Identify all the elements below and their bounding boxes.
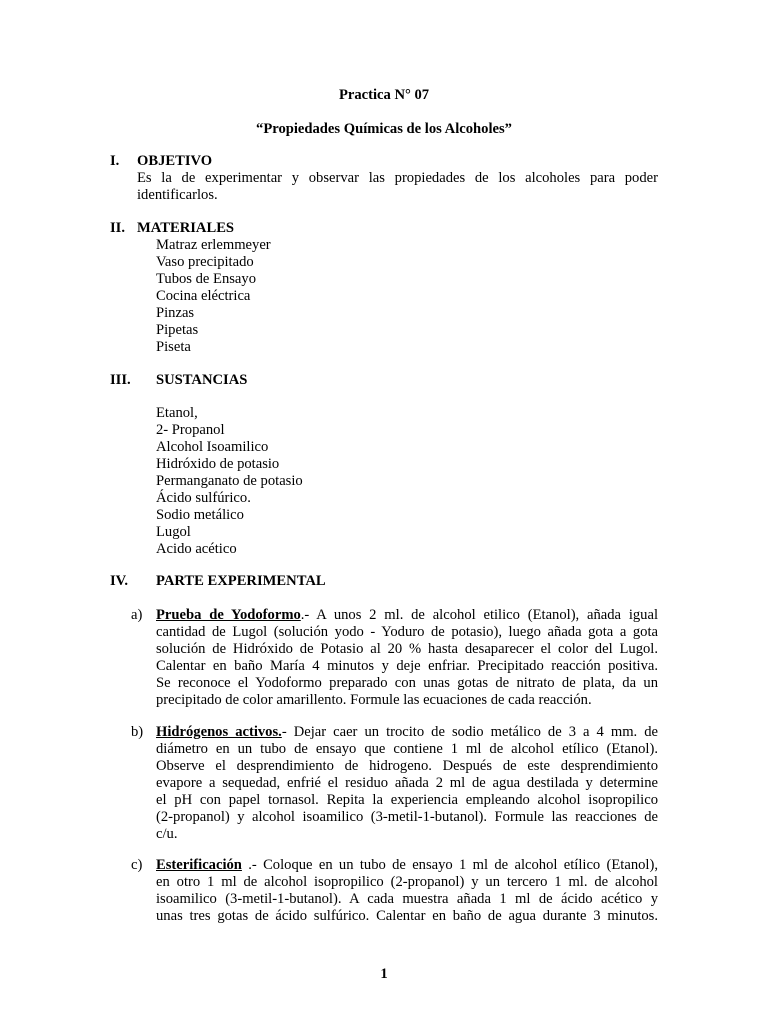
list-item: Pipetas	[156, 322, 199, 338]
experiment-a-paragraph	[156, 607, 658, 709]
list-item: Ácido sulfúrico.	[156, 490, 251, 506]
list-item: Etanol,	[156, 405, 198, 421]
experiment-a-line: solución de Hidróxido de Potasio al 20 % hasta desaparecer el color del Lugol.	[156, 641, 658, 657]
experiment-b-first-text: - Dejar caer un trocito de sodio metálico de 3 a 4 mm. de	[281, 724, 658, 740]
document-subtitle: “Propiedades Químicas de los Alcoholes”	[256, 121, 512, 137]
experiment-b-line: c/u.	[156, 826, 178, 842]
list-item: 2- Propanol	[156, 422, 225, 438]
section-heading-objetivo: OBJETIVO	[137, 153, 213, 169]
experiment-c-title: Esterificación	[156, 857, 242, 873]
experiment-b-line: Observe el desprendimiento de hidrogeno. Después de este desprendimiento	[156, 758, 658, 774]
section-heading-experimental: PARTE EXPERIMENTAL	[156, 573, 326, 589]
list-item: Tubos de Ensayo	[156, 271, 257, 287]
experiment-a-title: Prueba de Yodoformo	[156, 607, 301, 623]
objetivo-line: identificarlos.	[137, 187, 218, 203]
experiment-b-first-line	[156, 724, 658, 741]
experiment-c-line: en otro 1 ml de alcohol isopropilico (2-propanol) y un tercero 1 ml. de alcohol	[156, 874, 658, 890]
experiment-b-title: Hidrógenos activos.	[156, 724, 282, 740]
experiment-c-first-line	[156, 857, 658, 874]
experiment-a-first-line	[156, 607, 658, 624]
section-number-objetivo: I.	[110, 153, 120, 169]
list-item: Permanganato de potasio	[156, 473, 303, 489]
experiment-b-line: diámetro en un tubo de ensayo que contiene 1 ml de alcohol etílico (Etanol).	[156, 741, 658, 757]
experiment-a-line: Calentar en baño María 4 minutos y deje enfriar. Precipitado reacción positiva.	[156, 658, 658, 674]
list-item: Sodio metálico	[156, 507, 244, 523]
page-number: 1	[380, 966, 388, 982]
document-title: Practica N° 07	[338, 87, 430, 103]
item-letter-c: c)	[131, 857, 143, 873]
experiment-c-line: isoamilico (3-metil-1-butanol). A cada muestra añada 1 ml de ácido acético y	[156, 891, 658, 907]
section-heading-sustancias: SUSTANCIAS	[156, 372, 248, 388]
experiment-b-line: evapore a sequedad, enfrié el residuo añada 2 ml de agua destilada y determine	[156, 775, 658, 791]
list-item: Hidróxido de potasio	[156, 456, 280, 472]
list-item: Piseta	[156, 339, 191, 355]
list-item: Vaso precipitado	[156, 254, 254, 270]
list-item: Alcohol Isoamilico	[156, 439, 269, 455]
experiment-c-first-text: .- Coloque en un tubo de ensayo 1 ml de alcohol etílico (Etanol),	[241, 857, 658, 873]
experiment-c-line: unas tres gotas de ácido sulfúrico. Calentar en baño de agua durante 3 minutos.	[156, 908, 658, 924]
section-number-materiales: II.	[110, 220, 126, 236]
experiment-a-first-text: .- A unos 2 ml. de alcohol etilico (Etanol), añada igual	[300, 607, 659, 623]
objetivo-line: Es la de experimentar y observar las propiedades de los alcoholes para poder	[137, 170, 658, 186]
list-item: Acido acético	[156, 541, 237, 557]
list-item: Cocina eléctrica	[156, 288, 251, 304]
list-item: Lugol	[156, 524, 191, 540]
experiment-a-line: precipitado de color amarillento. Formule las ecuaciones de cada reacción.	[156, 692, 592, 708]
experiment-c-paragraph	[156, 857, 658, 925]
experiment-b-line: el pH con papel tornasol. Repita la experiencia empleando alcohol isopropilico	[156, 792, 658, 808]
section-heading-materiales: MATERIALES	[137, 220, 235, 236]
experiment-a-line: cantidad de Lugol (solución yodo - Yoduro de potasio), luego añada gota a gota	[156, 624, 658, 640]
experiment-a-line: Se reconoce el Yodoformo preparado con unas gotas de nitrato de plata, da un	[156, 675, 658, 691]
section-number-experimental: IV.	[110, 573, 128, 589]
item-letter-a: a)	[131, 607, 143, 623]
item-letter-b: b)	[131, 724, 144, 740]
list-item: Pinzas	[156, 305, 195, 321]
section-number-sustancias: III.	[110, 372, 131, 388]
experiment-b-paragraph	[156, 724, 658, 843]
objetivo-paragraph	[137, 170, 658, 204]
list-item: Matraz erlemmeyer	[156, 237, 271, 253]
experiment-b-line: (2-propanol) y alcohol isoamilico (3-metil-1-butanol). Formule las reacciones de	[156, 809, 658, 825]
